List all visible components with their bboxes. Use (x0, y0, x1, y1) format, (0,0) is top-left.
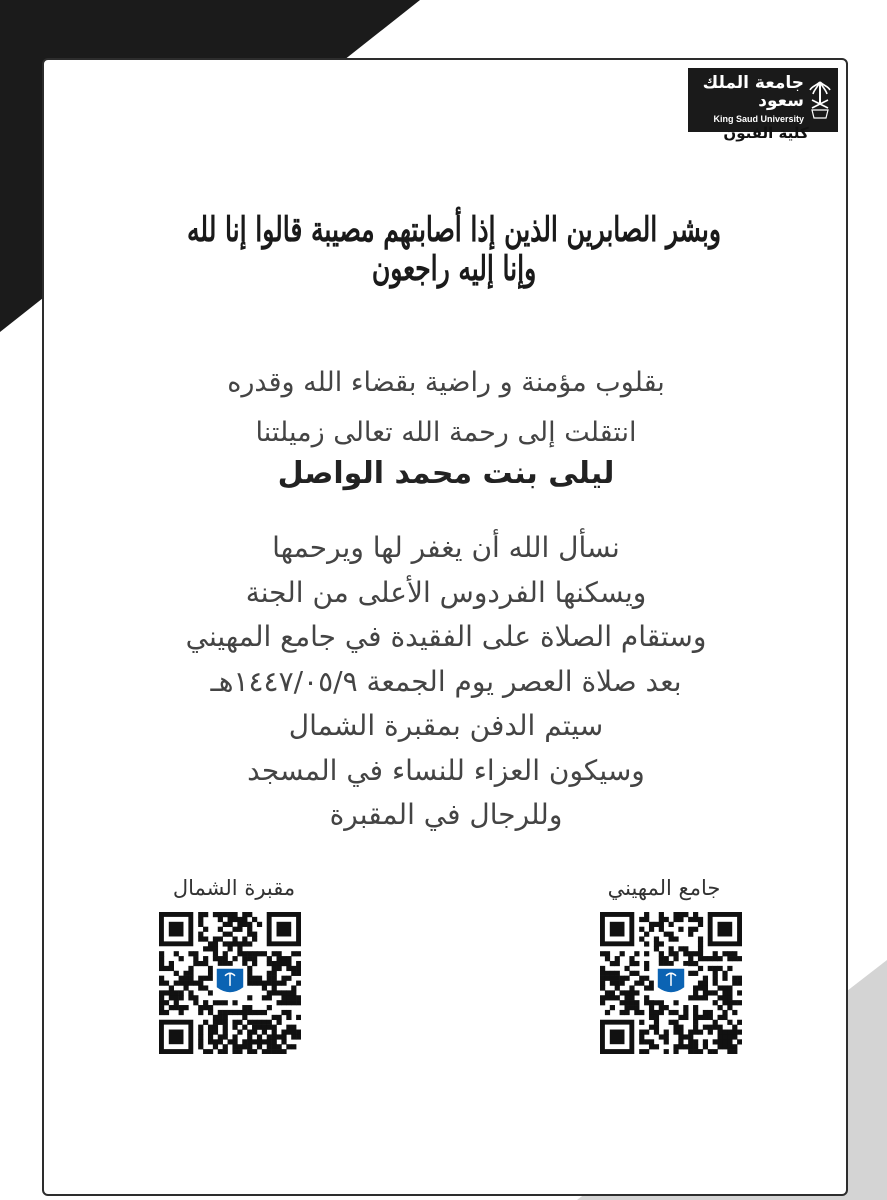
detail-line: وللرجال في المقبرة (329, 798, 563, 831)
quran-verse: وبشر الصابرين الذين إذا أصابتهم مصيبة قالوا إنا لله وإنا إليه راجعون (187, 209, 721, 289)
university-name-en: King Saud University (713, 114, 804, 124)
university-logo (688, 68, 838, 132)
college-name: كلية الفنون (723, 124, 809, 142)
mosque-location-qr-icon[interactable] (600, 912, 742, 1054)
cemetery-qr-label: مقبرة الشمال (172, 876, 296, 900)
university-name-ar: جامعة الملك سعود (702, 73, 804, 111)
intro-line: بقلوب مؤمنة و راضية بقضاء الله وقدره (227, 367, 665, 398)
intro-line: انتقلت إلى رحمة الله تعالى زميلتنا (255, 417, 637, 448)
university-logo-icon (654, 966, 688, 1000)
detail-line: وستقام الصلاة على الفقيدة في جامع المهيني (185, 620, 707, 653)
detail-line: سيتم الدفن بمقبرة الشمال (288, 709, 604, 742)
palm-emblem-icon (808, 78, 832, 122)
announcement-details (64, 526, 828, 838)
deceased-name: ليلى بنت محمد الواصل (277, 456, 615, 491)
cemetery-location-qr-icon[interactable] (159, 912, 301, 1054)
detail-line: بعد صلاة العصر يوم الجمعة ١٤٤٧/٠٥/٩هـ (210, 664, 682, 698)
detail-line: وسيكون العزاء للنساء في المسجد (247, 753, 645, 787)
obituary-card (42, 58, 848, 1196)
mosque-qr-label: جامع المهيني (607, 876, 721, 900)
detail-line: نسأل الله أن يغفر لها ويرحمها (272, 531, 620, 564)
announcement-intro (64, 358, 828, 458)
detail-line: ويسكنها الفردوس الأعلى من الجنة (245, 575, 647, 609)
university-logo-icon (213, 966, 247, 1000)
